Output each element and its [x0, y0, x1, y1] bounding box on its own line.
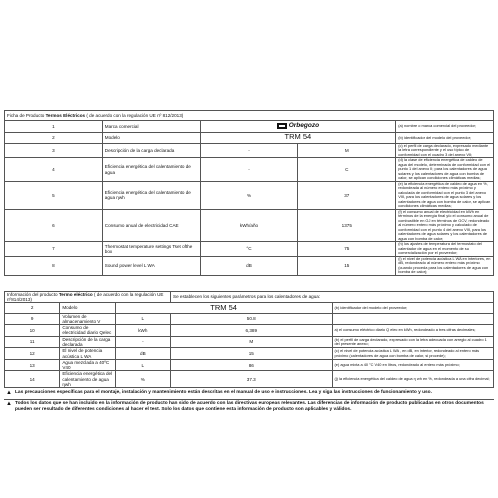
logo-mark-icon [277, 123, 287, 129]
row-note: (j) la eficiencia energética del caldeo de agua η wh en %, redondeada a una cifra decimal; [332, 371, 494, 388]
row-unit: % [115, 371, 170, 388]
table-row [5, 209, 494, 241]
row-number: 14 [5, 371, 60, 388]
row-label: Descripción de la carga declarada [60, 336, 115, 348]
table-row [5, 242, 494, 256]
table-row [5, 348, 494, 360]
table-row [5, 158, 494, 181]
table-row [5, 256, 494, 275]
row-label: Eficiencia energética del calentamiento de agua [102, 158, 200, 181]
table1-header-row [5, 111, 494, 121]
row-value: 6,389 [171, 325, 333, 337]
row-note: a) el consumo eléctrico diario Q elec en kWh, redondeado a tres cifras decimales; [332, 325, 494, 337]
row-unit: - [115, 336, 170, 348]
row-value: TRM 54 [200, 132, 396, 144]
row-unit: % [200, 181, 298, 209]
row-unit: °C [200, 242, 298, 256]
row-value: M [298, 144, 396, 158]
row-number: 12 [5, 348, 60, 360]
row-value: 37.3 [171, 371, 333, 388]
table2-header-bold: Termo eléctrico [58, 291, 93, 297]
row-note: (b) el perfil de carga declarado, expresado con la letra adecuada con arreglo al cuadro 1 del presente anexo; [332, 336, 494, 348]
footer-warning-2 [4, 400, 494, 414]
brand-name: Orbegozo [288, 122, 320, 130]
table2-header-tail: ( de acuerdo con la regulación UE nº814/2013) [7, 291, 164, 302]
row-unit: kWh [115, 325, 170, 337]
table-row [5, 181, 494, 209]
row-value: TRM 54 [115, 303, 332, 314]
row-unit: kWh/año [200, 209, 298, 241]
row-label: Eficiencia energética del calentamiento de agua ηwh [102, 181, 200, 209]
table2-header-cell [5, 291, 171, 303]
row-number: 3 [5, 144, 103, 158]
row-unit: dB [115, 348, 170, 360]
row-number: 5 [5, 181, 103, 209]
footer-notes [4, 389, 494, 414]
row-label: Thermostat temperature settings Tset ofthe box [102, 242, 200, 256]
row-number: 1 [5, 121, 103, 133]
row-note: (f) el consumo anual de electricidad en kWh en términos de la energía final y/o el consumo anual de combustible en GJ en términos de GCV, redondeado al número entero más próximo y calculado de conformidad con el punto 4 del anexo VIII, para los calentadores de agua solares y los calentadores de agua con bomba de calor; [396, 209, 494, 241]
row-label: Consumo anual de electricidad CAE [102, 209, 200, 241]
row-value: C [298, 158, 396, 181]
row-value: 15 [298, 256, 396, 275]
row-number: 9 [5, 313, 60, 325]
row-note: (e) la eficiencia energética de caldeo de agua en %, redondeada al número entero más próximo y calculada de conformidad con el punto 3 del anexo VIII, para los calentadores de agua solares y los calentadores de agua con bomba de calor, se aplican condiciones climáticas medias; [396, 181, 494, 209]
table-row [5, 313, 494, 325]
row-value: 37 [298, 181, 396, 209]
table-row [5, 121, 494, 133]
footer-warning-2-text: Todos los datos que se han incluido en la información de producto han sido de acuerdo con las directivas europeas relevantes. Las diferencias de información de producto publicadas en otros documentos pueden ser resultado de diferentes condiciones al hacer el test. Solo los datos que contiene esta información de producto son aplicables y válidos. [15, 401, 484, 413]
row-number: 7 [5, 242, 103, 256]
row-label: Modelo [102, 132, 200, 144]
row-value: 86 [171, 359, 333, 371]
table-row [5, 303, 494, 314]
table1-header-cell [5, 111, 494, 121]
row-note: (h) los ajustes de temperatura del termostato del calentador de agua en el momento de su comercialización por el proveedor; [396, 242, 494, 256]
row-label: Agua mezclada a 40ºC V40 [60, 359, 115, 371]
row-unit: L [115, 359, 170, 371]
row-unit: L [115, 313, 170, 325]
row-note: (b) identificador del modelo del proveedor; [332, 303, 494, 314]
row-label: Descripción de la carga declarada [102, 144, 200, 158]
brand-cell [200, 121, 396, 133]
row-unit: - [200, 158, 298, 181]
row-note: (b) identificador del modelo del proveedor; [396, 132, 494, 144]
row-unit: - [200, 144, 298, 158]
row-number: 2 [5, 303, 60, 314]
row-number: 11 [5, 336, 60, 348]
row-note: (d) la clase de eficiencia energética de caldeo de agua del modelo, determinada de conformidad con el punto 1 del anexo II; para los calentadores de agua solares y los calentadores de agua con bomba de calor, se aplican condiciones climáticas medias; [396, 158, 494, 181]
row-value: 75 [298, 242, 396, 256]
row-unit: dB [200, 256, 298, 275]
product-fiche-table-812 [4, 110, 494, 276]
row-label: Consumo de electricidad diario Qelec [60, 325, 115, 337]
row-label: Eficiencia energética del calentamiento de agua ηwh [60, 371, 115, 388]
table1-header-tail: ( de acuerdo con la regulación UE nº 812/2013) [86, 112, 184, 118]
row-number: 6 [5, 209, 103, 241]
row-value: 15 [171, 348, 333, 360]
row-value: M [171, 336, 333, 348]
footer-warning-1 [4, 389, 494, 400]
table-row [5, 132, 494, 144]
table2-header-row [5, 291, 494, 303]
row-number: 13 [5, 359, 60, 371]
table1-header: Ficha de Producto [7, 112, 45, 118]
row-label: Volumen de almacenamiento V [60, 313, 115, 325]
table-row [5, 336, 494, 348]
table-row [5, 325, 494, 337]
row-number: 10 [5, 325, 60, 337]
table-row [5, 371, 494, 388]
row-note: (e) agua mixta a 40 °C V40 en litros, redondeado al entero más próximo; [332, 359, 494, 371]
table-row [5, 359, 494, 371]
row-note [332, 313, 494, 325]
table2-header-note: Se establecen los siguientes parámetros para los calentadores de agua: [171, 291, 494, 303]
section-gap [4, 276, 494, 291]
row-note: (i) el nivel de potencia acústica L WA en interiores, en dB, redondeado al número entero más próximo (cuando proceda para los calentadores de agua con bomba de calor); [396, 256, 494, 275]
row-note: (c) el nivel de potencia acústica L WA , en dB, en interior, redondeado al entero más próximo (calentadores de agua con bomba de calor, si procede); [332, 348, 494, 360]
product-fiche-sheet [4, 110, 494, 415]
row-number: 2 [5, 132, 103, 144]
row-label: El nivel de potencia acústica L WA [60, 348, 115, 360]
row-value: 50.8 [171, 313, 333, 325]
table-row [5, 144, 494, 158]
table2-header: Información del producto [7, 291, 58, 297]
row-label: Marca comercial [102, 121, 200, 133]
row-note: (c) el perfil de carga declarado, expresado mediante la letra correspondiente y el uso típico de conformidad con el cuadro 3 del anexo VII; [396, 144, 494, 158]
footer-warning-1-text: Las precauciones específicas para el montaje, instalación y mantenimiento están descritas en el manual de uso e instrucciones. Lea y siga las instrucciones de funcionamiento y uso. [15, 390, 432, 396]
row-note: (a) nombre o marca comercial del proveedor; [396, 121, 494, 133]
row-value: 1375 [298, 209, 396, 241]
warning-triangle-icon: ▲ [6, 390, 12, 397]
row-number: 4 [5, 158, 103, 181]
orbegozo-logo [277, 122, 319, 129]
product-info-table-814 [4, 291, 494, 389]
table1-header-bold: Termos Eléctricos [45, 112, 86, 118]
row-number: 8 [5, 256, 103, 275]
warning-triangle-icon: ▲ [6, 401, 12, 408]
row-label: Sound power level L WA [102, 256, 200, 275]
row-label: Modelo [60, 303, 115, 314]
